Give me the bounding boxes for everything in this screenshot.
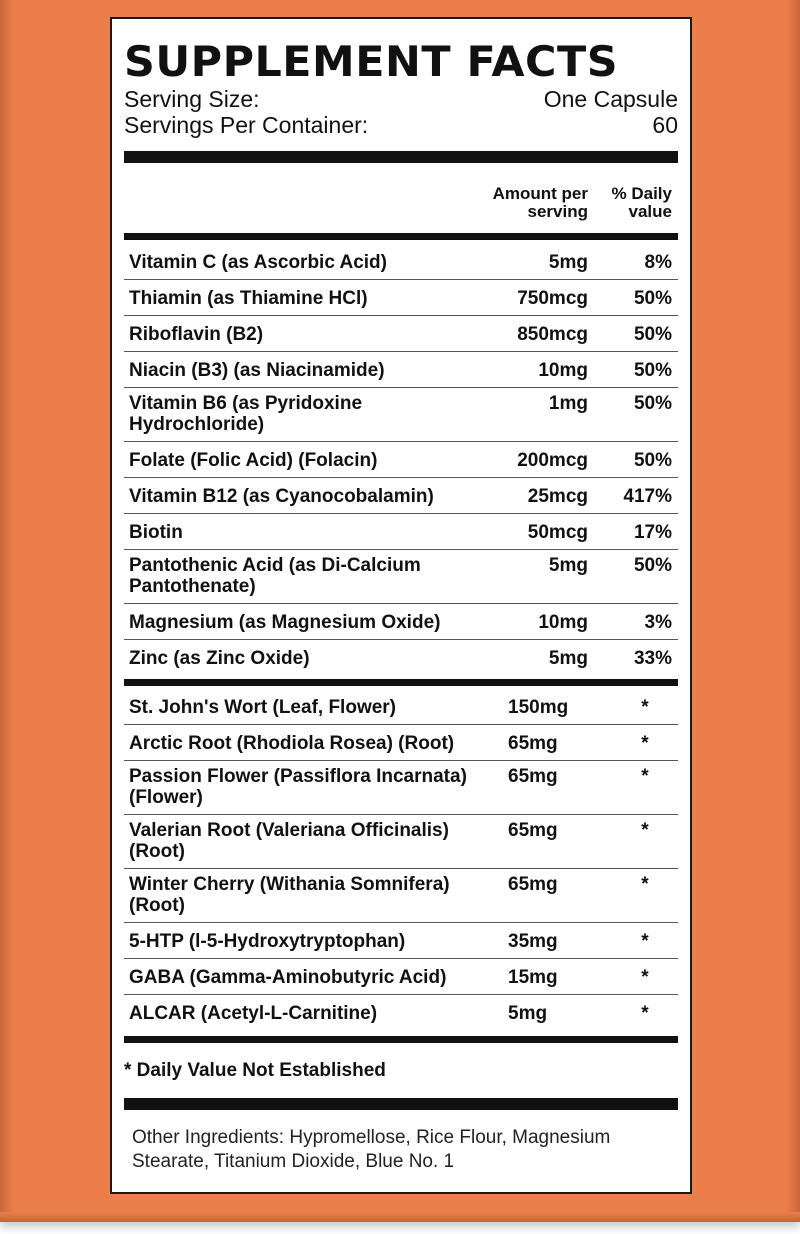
nutrient-daily-value: 50% [633,555,672,576]
nutrient-row [124,689,678,725]
other-ingredients: Other Ingredients: Hypromellose, Rice Flour, Magnesium Stearate, Titanium Dioxide, Blue No. 1 [132,1127,611,1172]
nutrient-daily-value: 50% [633,288,672,309]
thick-divider [124,151,678,163]
box-edge-right [786,0,800,1222]
nutrient-amount: 15mg [508,967,558,988]
nutrient-row [124,514,678,550]
nutrient-daily-value: * [641,820,649,841]
nutrient-name: Biotin [129,522,183,543]
botanicals-table [124,686,678,1030]
nutrient-amount: 65mg [508,766,558,787]
nutrient-name: Niacin (B3) (as Niacinamide) [129,360,385,381]
nutrient-name: Winter Cherry (Withania Somnifera) (Root) [129,874,450,916]
nutrient-daily-value: 33% [633,648,672,669]
daily-value-header: % Daily value [611,184,672,221]
nutrient-daily-value: 17% [633,522,672,543]
nutrient-daily-value: 8% [644,252,672,273]
supplement-facts-panel [110,17,692,1194]
nutrient-daily-value: * [641,874,649,895]
nutrient-daily-value: * [641,931,649,952]
nutrient-amount: 50mcg [527,522,588,543]
nutrient-amount: 750mcg [517,288,588,309]
nutrient-daily-value: * [641,697,649,718]
nutrient-row [124,869,678,923]
amount-header: Amount per serving [492,184,588,221]
nutrient-row [124,244,678,280]
bottom-divider [124,1036,678,1043]
nutrient-row [124,725,678,761]
nutrient-name: Passion Flower (Passiflora Incarnata) (Flower) [129,766,467,808]
servings-per-container-label: Servings Per Container: [124,112,369,138]
column-headers [124,163,678,233]
nutrient-amount: 1mg [548,393,588,414]
servings-per-container-row [124,112,678,138]
nutrient-row [124,959,678,995]
nutrient-name: Folate (Folic Acid) (Folacin) [129,450,378,471]
nutrient-name: Valerian Root (Valeriana Officinalis) (Root) [129,820,449,862]
nutrient-name: Arctic Root (Rhodiola Rosea) (Root) [129,733,455,754]
header-divider [124,233,678,240]
nutrient-name: Riboflavin (B2) [129,324,264,345]
nutrient-row [124,815,678,869]
nutrient-name: 5-HTP (l-5-Hydroxytryptophan) [129,931,406,952]
serving-size-value: One Capsule [543,86,678,112]
vitamins-table [124,240,678,675]
panel-title: SUPPLEMENT FACTS [124,37,619,86]
nutrient-name: Vitamin C (as Ascorbic Acid) [129,252,387,273]
nutrient-name: Vitamin B6 (as Pyridoxine Hydrochloride) [129,393,363,435]
nutrient-daily-value: * [641,733,649,754]
nutrient-row [124,316,678,352]
nutrient-name: Vitamin B12 (as Cyanocobalamin) [129,486,434,507]
nutrient-amount: 65mg [508,733,558,754]
box-edge-left [0,0,14,1222]
nutrient-daily-value: 50% [633,324,672,345]
nutrient-name: GABA (Gamma-Aminobutyric Acid) [129,967,447,988]
nutrient-row [124,640,678,675]
nutrient-amount: 10mg [538,612,588,633]
nutrient-row [124,442,678,478]
servings-per-container-value: 60 [652,112,678,138]
box-edge-bottom [0,1212,800,1222]
nutrient-amount: 65mg [508,874,558,895]
nutrient-daily-value: 50% [633,450,672,471]
nutrient-amount: 5mg [508,1003,548,1024]
nutrient-daily-value: 50% [633,360,672,381]
nutrient-daily-value: 417% [623,486,672,507]
serving-size-label: Serving Size: [124,86,260,112]
nutrient-amount: 5mg [548,252,588,273]
nutrient-amount: 25mcg [527,486,588,507]
serving-size-row [124,86,678,112]
footnote-divider [124,1098,678,1110]
nutrient-name: ALCAR (Acetyl-L-Carnitine) [129,1003,378,1024]
nutrient-amount: 65mg [508,820,558,841]
nutrient-row [124,352,678,388]
nutrient-name: Magnesium (as Magnesium Oxide) [129,612,441,633]
nutrient-amount: 10mg [538,360,588,381]
nutrient-daily-value: 3% [644,612,672,633]
nutrient-daily-value: 50% [633,393,672,414]
nutrient-amount: 850mcg [517,324,588,345]
nutrient-row [124,280,678,316]
nutrient-daily-value: * [641,967,649,988]
nutrient-row [124,604,678,640]
nutrient-daily-value: * [641,766,649,787]
footnote: * Daily Value Not Established [124,1060,386,1081]
section-divider [124,679,678,686]
nutrient-amount: 200mcg [517,450,588,471]
nutrient-amount: 5mg [548,555,588,576]
nutrient-amount: 150mg [508,697,569,718]
nutrient-daily-value: * [641,1003,649,1024]
nutrient-name: Pantothenic Acid (as Di-Calcium Pantothenate) [129,555,421,597]
nutrient-amount: 35mg [508,931,558,952]
nutrient-row [124,388,678,442]
nutrient-row [124,550,678,604]
nutrient-amount: 5mg [548,648,588,669]
nutrient-row [124,923,678,959]
nutrient-name: St. John's Wort (Leaf, Flower) [129,697,397,718]
nutrient-row [124,478,678,514]
nutrient-name: Zinc (as Zinc Oxide) [129,648,310,669]
nutrient-row [124,761,678,815]
nutrient-row [124,995,678,1030]
nutrient-name: Thiamin (as Thiamine HCl) [129,288,368,309]
